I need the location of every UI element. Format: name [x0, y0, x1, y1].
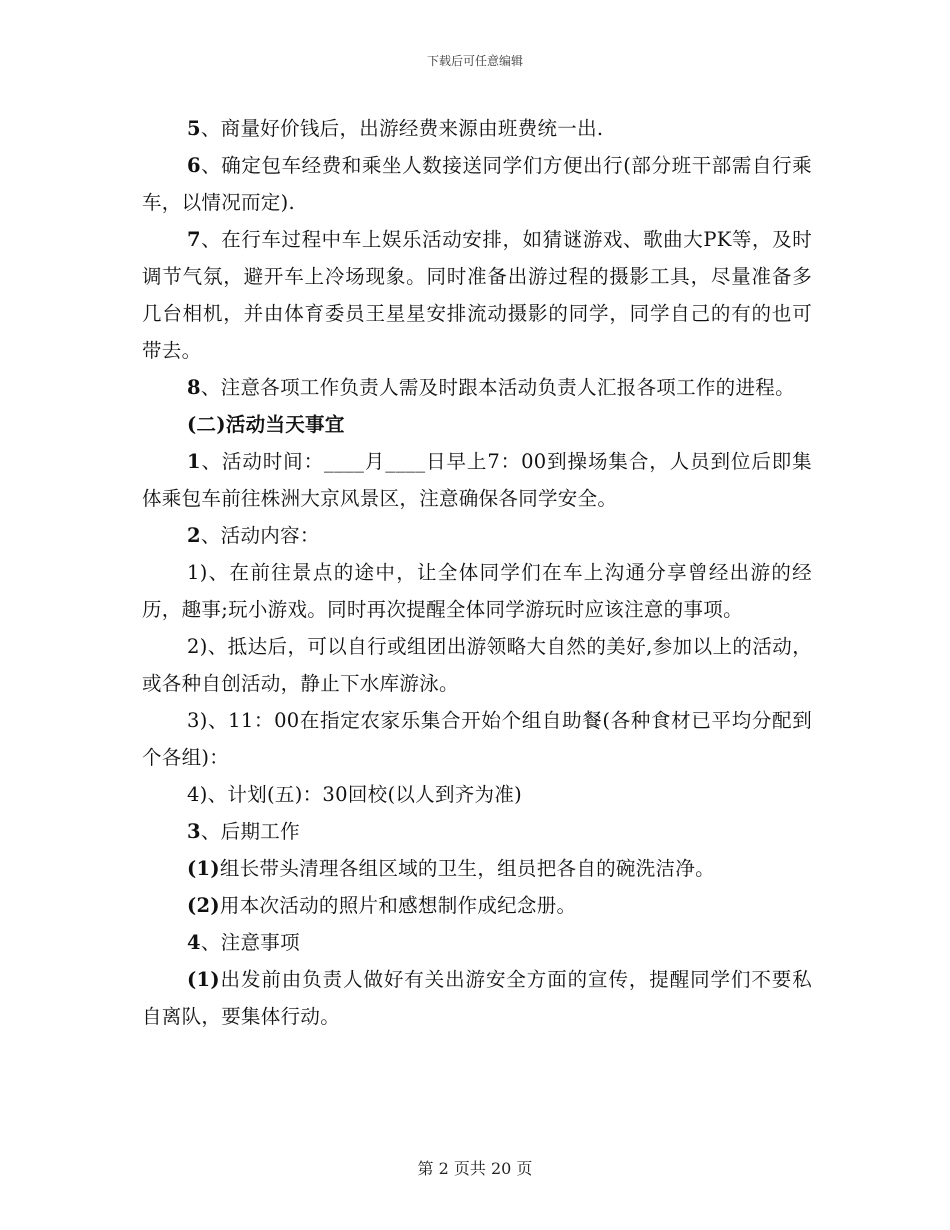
- item-number: (1): [187, 968, 220, 991]
- paragraph-text: 、活动时间：____月____日早上7：00到操场集合，人员到位后即集体乘包车前往株洲大京风景区，注意确保各同学安全。: [142, 450, 812, 510]
- paragraph-text: 、注意事项: [200, 931, 300, 954]
- paragraph-text: 用本次活动的照片和感想制作成纪念册。: [219, 894, 577, 917]
- paragraph: 2)、抵达后，可以自行或组团出游领略大自然的美好,参加以上的活动，或各种自创活动，静止下水库游泳。: [142, 635, 812, 695]
- paragraph: 1)、在前往景点的途中，让全体同学们在车上沟通分享曾经出游的经历，趣事;玩小游戏。同时再次提醒全体同学游玩时应该注意的事项。: [142, 561, 812, 621]
- item-number: (1): [187, 857, 220, 880]
- paragraph: [142, 110, 812, 147]
- item-number: 7: [187, 228, 201, 251]
- paragraph-text: 、活动内容：: [200, 524, 320, 547]
- item-number: 4: [187, 931, 201, 954]
- item-number: 8: [187, 376, 201, 399]
- paragraph: [142, 887, 812, 924]
- paragraph-text: 组长带头清理各组区域的卫生，组员把各自的碗洗洁净。: [219, 857, 715, 880]
- item-number: 6: [187, 154, 201, 177]
- paragraph-text: 、注意各项工作负责人需及时跟本活动负责人汇报各项工作的进程。: [200, 376, 795, 399]
- paragraph: 4)、计划(五)：30回校(以人到齐为准): [187, 783, 523, 806]
- item-number: 3: [187, 820, 201, 843]
- item-number: (2): [187, 894, 220, 917]
- paragraph: [142, 369, 812, 406]
- item-number: 2: [187, 524, 201, 547]
- document-body: [142, 110, 812, 1035]
- paragraph-text: 、后期工作: [200, 820, 300, 843]
- paragraph: [142, 517, 812, 554]
- page-footer: 第 2 页共 20 页: [417, 1159, 533, 1178]
- paragraph-text: 、商量好价钱后，出游经费来源由班费统一出.: [200, 117, 604, 140]
- paragraph-text: 、在行车过程中车上娱乐活动安排，如猜谜游戏、歌曲大PK等，及时调节气氛，避开车上冷场现象。同时准备出游过程的摄影工具，尽量准备多几台相机，并由体育委员王星星安排流动摄影的同学，同学自己的有的也可带去。: [142, 228, 812, 362]
- paragraph: [142, 850, 812, 887]
- paragraph: 3)、11：00在指定农家乐集合开始个组自助餐(各种食材已平均分配到个各组)：: [142, 709, 812, 769]
- paragraph: [142, 961, 812, 1035]
- page-header: 下载后可任意编辑: [426, 54, 523, 68]
- paragraph: [142, 443, 812, 517]
- paragraph-text: 、确定包车经费和乘坐人数接送同学们方便出行(部分班干部需自行乘车，以情况而定).: [142, 154, 812, 214]
- paragraph: [142, 147, 812, 221]
- paragraph: [142, 221, 812, 369]
- paragraph: [142, 813, 812, 850]
- paragraph: [142, 924, 812, 961]
- paragraph-text: 出发前由负责人做好有关出游安全方面的宣传，提醒同学们不要私自离队，要集体行动。: [142, 968, 812, 1028]
- section-heading: (二)活动当天事宜: [187, 413, 345, 436]
- item-number: 1: [187, 450, 201, 473]
- item-number: 5: [187, 117, 201, 140]
